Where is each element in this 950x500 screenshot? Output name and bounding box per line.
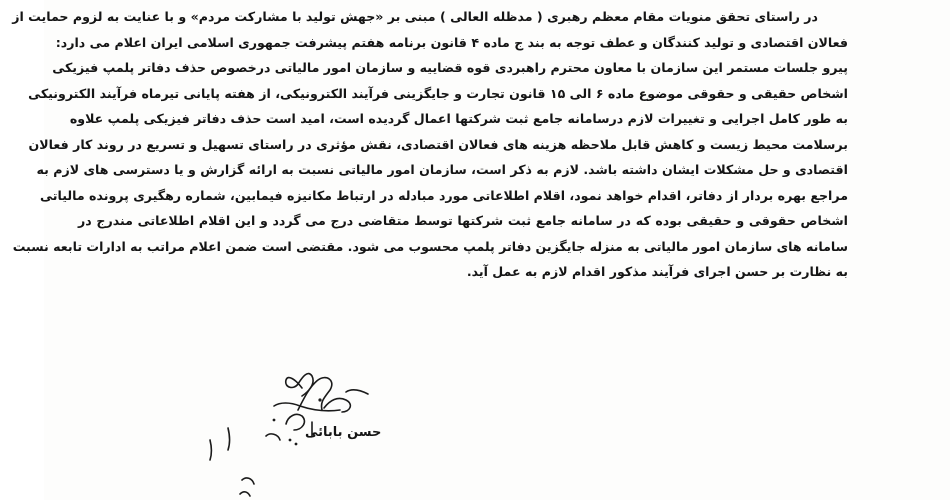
paragraph-line-5: به طور کامل اجرایی و تغییرات لازم درسامانه جامع ثبت شرکتها اعمال گردیده است، امید است حذف دفاتر فیزیکی پلمپ علاوه [69, 111, 848, 126]
letter-body [12, 4, 848, 285]
signer-name: حسن بابائی [305, 425, 382, 440]
paragraph-line-4: اشخاص حقیقی و حقوقی موضوع ماده ۶ الی ۱۵ قانون تجارت و جایگزینی فرآیند الکترونیکی، از هفته پایانی تیرماه فرآیند الکترونیکی [28, 85, 848, 101]
handwritten-signature [170, 340, 430, 500]
paragraph-line-9: اشخاص حقوقی و حقیقی بوده که در سامانه جامع ثبت شرکتها توسط متقاضی درج می گردد و این اقلام اطلاعاتی مندرج در [78, 213, 848, 228]
paragraph-line-10: سامانه های سازمان امور مالیاتی به منزله جایگزین دفاتر پلمپ محسوب می شود. مقتضی است ضمن اعلام مراتب به ادارات تابعه نسبت [12, 238, 848, 254]
paragraph-line-11: به نظارت بر حسن اجرای فرآیند مذکور اقدام لازم به عمل آید. [466, 264, 848, 279]
signature-icon [170, 340, 430, 500]
paragraph-line-6: برسلامت محیط زیست و کاهش قابل ملاحظه هزینه های فعالان اقتصادی، نقش مؤثری در راستای تسهیل و تسریع در روند کار فعالان [28, 136, 848, 152]
line-1-pre: در راستای تحقق منویات مقام معظم رهبری ( مدظله العالی ) مبنی بر « [375, 9, 818, 24]
slogan-quote: جهش تولید با مشارکت مردم [198, 9, 376, 24]
line-1-post: » و با عنایت به لزوم حمایت از [12, 9, 199, 24]
paragraph-line-7: اقتصادی و حل مشکلات ایشان داشته باشد. لازم به ذکر است، سازمان امور مالیاتی نسبت به ارائه گزارش و یا دسترسی های لازم به [36, 162, 848, 177]
paragraph-line-8: مراجع بهره بردار از دفاتر، اقدام خواهد نمود، اقلام اطلاعاتی مورد مبادله در ارتباط مکانیزه فیمابین، شماره رهگیری پرونده مالیاتی [40, 187, 848, 203]
paragraph-line-1 [12, 4, 848, 30]
paragraph-line-2: فعالان اقتصادی و تولید کنندگان و عطف توجه به بند ج ماده ۴ قانون برنامه هفتم پیشرفت جمهوری اسلامی ایران اعلام می دارد: [55, 34, 848, 50]
paragraph-line-3: پیرو جلسات مستمر این سازمان با معاون محترم راهبردی قوه قضاییه و سازمان امور مالیاتی درخصوص حذف دفاتر پلمپ فیزیکی [52, 60, 848, 75]
